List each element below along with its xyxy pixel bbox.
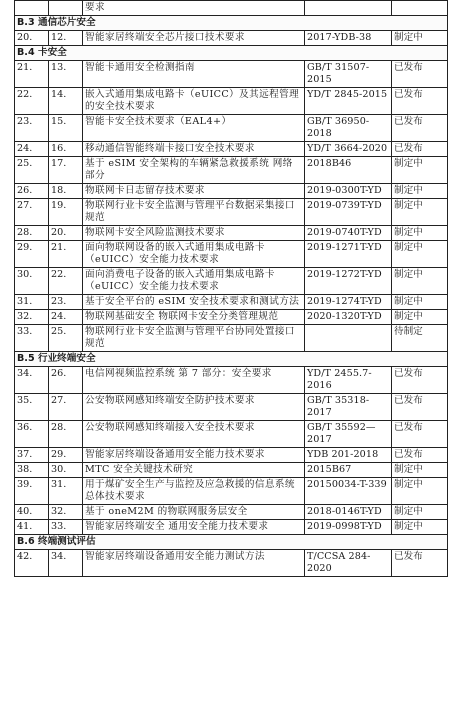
standard-name: 电信网视频监控系统 第 7 部分：安全要求: [83, 367, 305, 394]
sub-number: 28.: [49, 421, 83, 448]
table-row: [15, 550, 448, 577]
standard-name: 用于煤矿安全生产与监控及应急救援的信息系统总体技术要求: [83, 478, 305, 505]
standard-code: 2019-1271T-YD: [305, 241, 392, 268]
row-number: 20.: [15, 31, 49, 46]
standard-name: 面向物联网设备的嵌入式通用集成电路卡（eUICC）安全能力技术要求: [83, 241, 305, 268]
sub-number: 14.: [49, 88, 83, 115]
row-number: 30.: [15, 268, 49, 295]
table-row: [15, 310, 448, 325]
sub-number: 21.: [49, 241, 83, 268]
standard-name: 智能家居终端安全芯片接口技术要求: [83, 31, 305, 46]
status-cell: 制定中: [392, 520, 448, 535]
row-number: 29.: [15, 241, 49, 268]
standard-name: 智能卡安全技术要求（EAL4+）: [83, 115, 305, 142]
standard-name: 物联网行业卡安全监测与管理平台协同处置接口规范: [83, 325, 305, 352]
standard-name: 物联网行业卡安全监测与管理平台数据采集接口规范: [83, 199, 305, 226]
status-cell: 制定中: [392, 199, 448, 226]
standard-name: 智能家居终端安全 通用安全能力技术要求: [83, 520, 305, 535]
status-cell: 制定中: [392, 295, 448, 310]
table-row: [15, 367, 448, 394]
standard-code: GB/T 35318-2017: [305, 394, 392, 421]
standard-name: 嵌入式通用集成电路卡（eUICC）及其远程管理的安全技术要求: [83, 88, 305, 115]
row-number: 34.: [15, 367, 49, 394]
section-header-row: [15, 16, 448, 31]
status-cell: 待制定: [392, 325, 448, 352]
status-cell: 制定中: [392, 31, 448, 46]
table-row: [15, 505, 448, 520]
row-number: 24.: [15, 142, 49, 157]
standard-code: 2019-0739T-YD: [305, 199, 392, 226]
table-row: [15, 199, 448, 226]
status-cell: 已发布: [392, 61, 448, 88]
standard-name: 面向消费电子设备的嵌入式通用集成电路卡（eUICC）安全能力技术要求: [83, 268, 305, 295]
table-row: [15, 325, 448, 352]
sub-number: 29.: [49, 448, 83, 463]
sub-number: 26.: [49, 367, 83, 394]
standard-code: GB/T 31507-2015: [305, 61, 392, 88]
sub-number: 32.: [49, 505, 83, 520]
standard-code: GB/T 36950-2018: [305, 115, 392, 142]
section-title: B.3 通信芯片安全: [15, 16, 448, 31]
sub-number: 19.: [49, 199, 83, 226]
row-number: 40.: [15, 505, 49, 520]
standard-name: 公安物联网感知终端安全防护技术要求: [83, 394, 305, 421]
section-title: B.5 行业终端安全: [15, 352, 448, 367]
standard-code: 2019-0300T-YD: [305, 184, 392, 199]
table-row: [15, 268, 448, 295]
row-number: 38.: [15, 463, 49, 478]
status-cell: 制定中: [392, 241, 448, 268]
section-header-row: [15, 46, 448, 61]
table-row: [15, 295, 448, 310]
row-number: 23.: [15, 115, 49, 142]
sub-number: 13.: [49, 61, 83, 88]
table-row: [15, 448, 448, 463]
sub-number: 18.: [49, 184, 83, 199]
standard-code: 2020-1320T-YD: [305, 310, 392, 325]
standard-code: YD/T 2455.7-2016: [305, 367, 392, 394]
sub-number: 16.: [49, 142, 83, 157]
standard-name: 智能家居终端设备通用安全能力测试方法: [83, 550, 305, 577]
row-number: 25.: [15, 157, 49, 184]
row-number: 37.: [15, 448, 49, 463]
section-header-row: [15, 352, 448, 367]
status-cell: 制定中: [392, 268, 448, 295]
standards-table-body: [15, 1, 448, 577]
sub-number: 23.: [49, 295, 83, 310]
row-number: 27.: [15, 199, 49, 226]
status-cell: 制定中: [392, 463, 448, 478]
row-number: 42.: [15, 550, 49, 577]
status-cell: 制定中: [392, 310, 448, 325]
status-cell: 已发布: [392, 88, 448, 115]
sub-number: 27.: [49, 394, 83, 421]
standard-code: 2019-0740T-YD: [305, 226, 392, 241]
sub-number: 33.: [49, 520, 83, 535]
status-cell: 已发布: [392, 448, 448, 463]
standard-code: 20150034-T-339: [305, 478, 392, 505]
sub-number: 25.: [49, 325, 83, 352]
row-number: 35.: [15, 394, 49, 421]
standard-code: 2019-1274T-YD: [305, 295, 392, 310]
table-row: [15, 463, 448, 478]
status-cell: 已发布: [392, 421, 448, 448]
sub-number: 15.: [49, 115, 83, 142]
sub-number: 34.: [49, 550, 83, 577]
table-row: [15, 241, 448, 268]
status-cell: 已发布: [392, 550, 448, 577]
table-row: [15, 115, 448, 142]
continuation-row: [15, 1, 448, 16]
table-row: [15, 157, 448, 184]
standard-name: 移动通信智能终端卡接口安全技术要求: [83, 142, 305, 157]
status-cell: 制定中: [392, 505, 448, 520]
standard-name: 物联网卡日志留存技术要求: [83, 184, 305, 199]
standard-name: 公安物联网感知终端接入安全技术要求: [83, 421, 305, 448]
status-cell: 制定中: [392, 184, 448, 199]
table-row: [15, 226, 448, 241]
standard-code: YD/T 3664-2020: [305, 142, 392, 157]
table-row: [15, 184, 448, 199]
standard-name: 基于 eSIM 安全架构的车辆紧急救援系统 网络部分: [83, 157, 305, 184]
standard-code: 2019-0998T-YD: [305, 520, 392, 535]
standard-code: 2017-YDB-38: [305, 31, 392, 46]
row-number: 41.: [15, 520, 49, 535]
row-number: 33.: [15, 325, 49, 352]
standards-table: [14, 0, 448, 577]
standard-name: 物联网卡安全风险监测技术要求: [83, 226, 305, 241]
sub-number: 30.: [49, 463, 83, 478]
row-number: 39.: [15, 478, 49, 505]
sub-number: 24.: [49, 310, 83, 325]
standard-name: 智能家居终端设备通用安全能力技术要求: [83, 448, 305, 463]
sub-number: 17.: [49, 157, 83, 184]
row-number: 26.: [15, 184, 49, 199]
standard-code: YD/T 2845-2015: [305, 88, 392, 115]
table-row: [15, 394, 448, 421]
table-row: [15, 61, 448, 88]
row-number: 21.: [15, 61, 49, 88]
standard-code: T/CCSA 284-2020: [305, 550, 392, 577]
sub-number: 12.: [49, 31, 83, 46]
standard-code: 2015B67: [305, 463, 392, 478]
standard-name: 智能卡通用安全检测指南: [83, 61, 305, 88]
status-cell: 制定中: [392, 157, 448, 184]
standard-code: 2018B46: [305, 157, 392, 184]
standard-name: MTC 安全关键技术研究: [83, 463, 305, 478]
standard-name: 基于 oneM2M 的物联网服务层安全: [83, 505, 305, 520]
table-row: [15, 421, 448, 448]
row-number: 32.: [15, 310, 49, 325]
continuation-text: 要求: [83, 1, 305, 16]
section-title: B.6 终端测试评估: [15, 535, 448, 550]
table-row: [15, 88, 448, 115]
status-cell: 已发布: [392, 394, 448, 421]
row-number: 22.: [15, 88, 49, 115]
table-row: [15, 520, 448, 535]
sub-number: 20.: [49, 226, 83, 241]
status-cell: 已发布: [392, 367, 448, 394]
section-title: B.4 卡安全: [15, 46, 448, 61]
table-row: [15, 142, 448, 157]
table-row: [15, 478, 448, 505]
status-cell: 制定中: [392, 478, 448, 505]
standard-code: GB/T 35592—2017: [305, 421, 392, 448]
standard-code: 2018-0146T-YD: [305, 505, 392, 520]
standard-name: 基于安全平台的 eSIM 安全技术要求和测试方法: [83, 295, 305, 310]
sub-number: 31.: [49, 478, 83, 505]
status-cell: 已发布: [392, 142, 448, 157]
sub-number: 22.: [49, 268, 83, 295]
row-number: 28.: [15, 226, 49, 241]
standard-name: 物联网基础安全 物联网卡安全分类管理规范: [83, 310, 305, 325]
status-cell: 已发布: [392, 115, 448, 142]
table-row: [15, 31, 448, 46]
status-cell: 制定中: [392, 226, 448, 241]
row-number: 36.: [15, 421, 49, 448]
row-number: 31.: [15, 295, 49, 310]
section-header-row: [15, 535, 448, 550]
standard-code: [305, 325, 392, 352]
standard-code: YDB 201-2018: [305, 448, 392, 463]
standard-code: 2019-1272T-YD: [305, 268, 392, 295]
